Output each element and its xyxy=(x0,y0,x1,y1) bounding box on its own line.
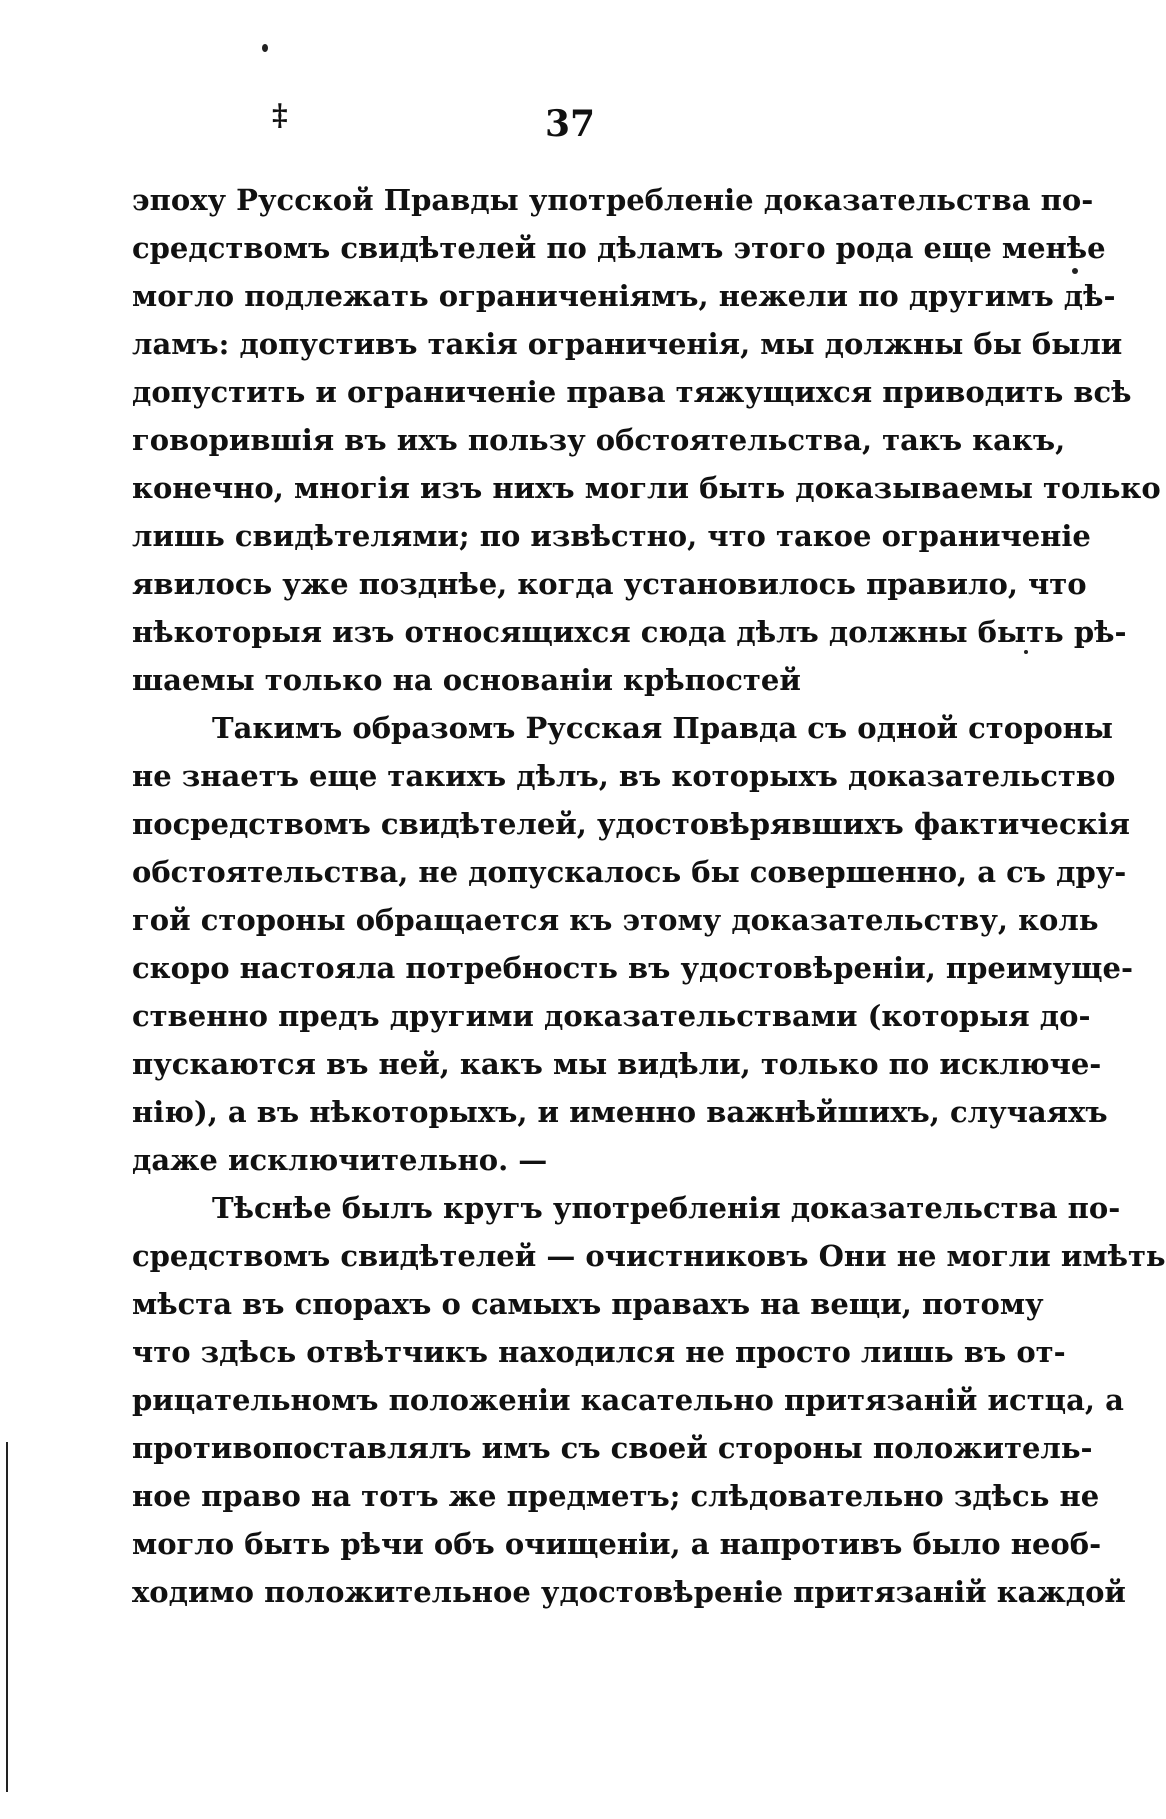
text-line: ственно предъ другими доказательствами (которыя до- xyxy=(132,999,1091,1033)
ink-speck xyxy=(1024,650,1028,654)
text-line: нію), а въ нѣкоторыхъ, и именно важнѣйшихъ, случаяхъ xyxy=(132,1095,1108,1129)
paragraph-1 xyxy=(132,176,1161,704)
text-line: противопоставлялъ имъ съ своей стороны положитель- xyxy=(132,1431,1093,1465)
text-line: ламъ: допустивъ такія ограниченія, мы должны бы были xyxy=(132,327,1123,361)
text-line: говорившія въ ихъ пользу обстоятельства, такъ какъ, xyxy=(132,423,1066,457)
text-line: не знаетъ еще такихъ дѣлъ, въ которыхъ доказательство xyxy=(132,759,1116,793)
paragraph-3 xyxy=(132,1184,1166,1616)
scan-margin-line xyxy=(6,1442,8,1792)
text-line: мѣста въ спорахъ о самыхъ правахъ на вещи, потому xyxy=(132,1287,1044,1321)
text-line: нѣкоторыя изъ относящихся сюда дѣлъ должны быть рѣ- xyxy=(132,615,1127,649)
text-line: средствомъ свидѣтелей по дѣламъ этого рода еще менѣе xyxy=(132,231,1106,265)
text-line: Тѣснѣе былъ кругъ употребленія доказательства по- xyxy=(212,1191,1121,1225)
text-line: даже исключительно. — xyxy=(132,1143,548,1177)
text-line: могло подлежать ограниченіямъ, нежели по другимъ дѣ- xyxy=(132,279,1116,313)
text-line: рицательномъ положеніи касательно притязаній истца, а xyxy=(132,1383,1124,1417)
text-line: ходимо положительное удостовѣреніе притязаній каждой xyxy=(132,1575,1126,1609)
text-line: обстоятельства, не допускалось бы совершенно, а съ дру- xyxy=(132,855,1127,889)
text-line: посредствомъ свидѣтелей, удостовѣрявшихъ фактическія xyxy=(132,807,1130,841)
paragraph-2 xyxy=(132,704,1133,1184)
text-line: скоро настояла потребность въ удостовѣреніи, преимуще- xyxy=(132,951,1133,985)
text-line: Такимъ образомъ Русская Правда съ одной стороны xyxy=(212,711,1113,745)
text-line: могло быть рѣчи объ очищеніи, а напротивъ было необ- xyxy=(132,1527,1102,1561)
text-line: лишь свидѣтелями; по извѣстно, что такое ограниченіе xyxy=(132,519,1091,553)
text-line: гой стороны обращается къ этому доказательству, коль xyxy=(132,903,1099,937)
text-line: что здѣсь отвѣтчикъ находился не просто лишь въ от- xyxy=(132,1335,1066,1369)
text-line: явилось уже позднѣе, когда установилось правило, что xyxy=(132,567,1087,601)
text-line: ное право на тотъ же предметъ; слѣдовательно здѣсь не xyxy=(132,1479,1100,1513)
ink-speck xyxy=(1072,268,1078,274)
ink-speck xyxy=(262,44,268,52)
text-line: пускаются въ ней, какъ мы видѣли, только по исключе- xyxy=(132,1047,1102,1081)
text-line: конечно, многія изъ нихъ могли быть доказываемы только xyxy=(132,471,1161,505)
text-line: допустить и ограниченіе права тяжущихся приводить всѣ xyxy=(132,375,1132,409)
text-body xyxy=(132,176,1166,1616)
text-line: эпоху Русской Правды употребленіе доказательства по- xyxy=(132,183,1094,217)
text-line: средствомъ свидѣтелей — очистниковъ Они не могли имѣть xyxy=(132,1239,1166,1273)
page-corner-mark: ‡ xyxy=(272,98,288,133)
text-line: шаемы только на основаніи крѣпостей xyxy=(132,663,801,697)
page-number: 37 xyxy=(544,103,596,145)
